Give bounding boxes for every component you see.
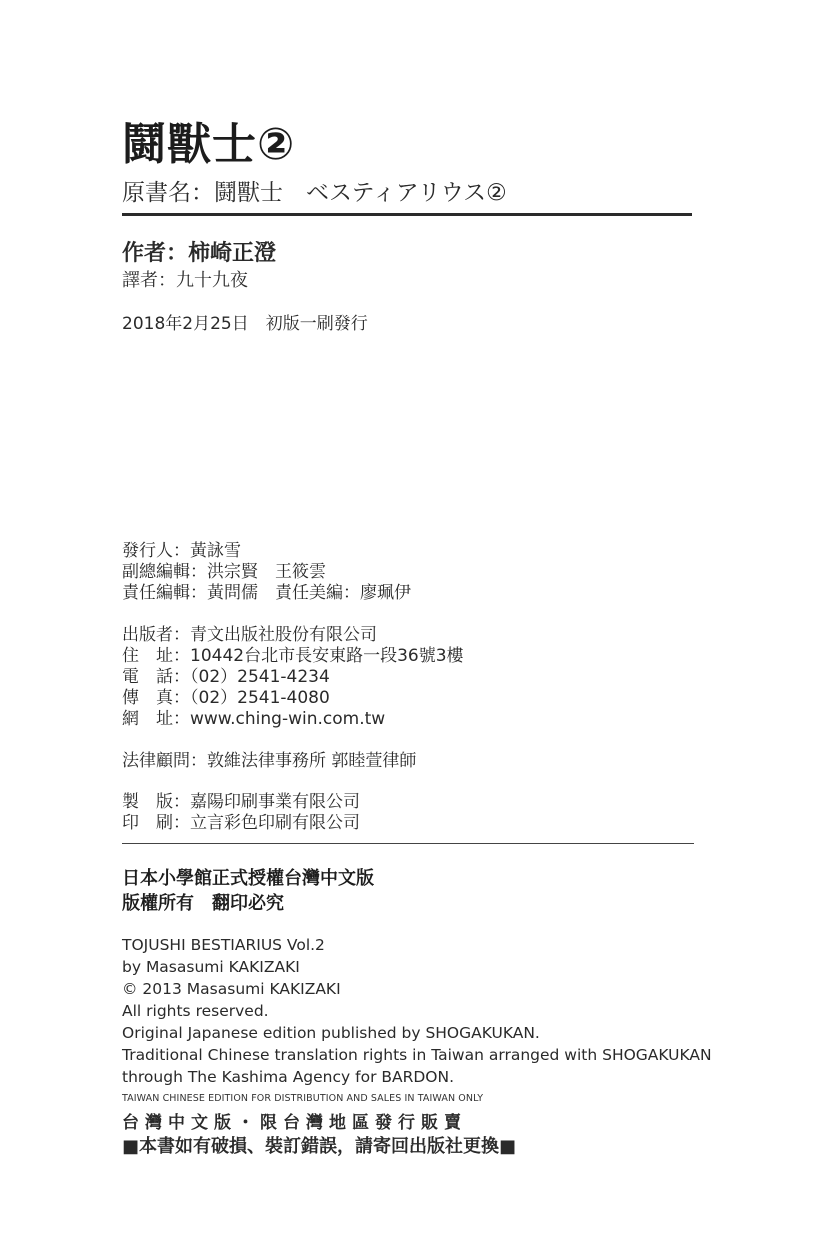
publisher-line: 傳 真：（02）2541-4080 (122, 688, 330, 708)
license-block (122, 866, 374, 916)
distribution-note: TAIWAN CHINESE EDITION FOR DISTRIBUTION AND SALES IN TAIWAN ONLY (122, 1093, 484, 1104)
english-line: through The Kashima Agency for BARDON. (122, 1068, 455, 1086)
staff-line: 副總編輯：洪宗賢 王筱雲 (122, 562, 326, 582)
publisher-line: 網 址：www.ching-win.com.tw (122, 709, 386, 729)
english-line: Traditional Chinese translation rights in Taiwan arranged with SHOGAKUKAN (122, 1046, 712, 1064)
english-line: All rights reserved. (122, 1002, 269, 1020)
book-title: 鬪獸士② (122, 119, 296, 170)
printing-block (122, 792, 360, 834)
english-line: by Masasumi KAKIZAKI (122, 958, 300, 976)
taiwan-edition-line: 台灣中文版・限台灣地區發行販賣 (122, 1113, 467, 1133)
publisher-line: 電 話：（02）2541-4234 (122, 667, 330, 687)
publisher-line: 住 址：10442台北市長安東路一段36號3樓 (122, 646, 464, 666)
license-line: 版權所有 翻印必究 (122, 893, 284, 914)
divider-thick (122, 213, 692, 216)
author-line: 作者：柿崎正澄 (122, 241, 277, 266)
publisher-line: 出版者：青文出版社股份有限公司 (122, 625, 377, 645)
english-line: Original Japanese edition published by SHOGAKUKAN. (122, 1024, 540, 1042)
license-line: 日本小學館正式授權台灣中文版 (122, 868, 374, 889)
staff-block (122, 541, 411, 604)
publish-date: 2018年2月25日 初版一刷發行 (122, 314, 368, 334)
return-notice: ■本書如有破損、裝訂錯誤，請寄回出版社更換■ (122, 1136, 517, 1157)
printing-line: 印 刷：立言彩色印刷有限公司 (122, 813, 360, 833)
printing-line: 製 版：嘉陽印刷事業有限公司 (122, 792, 360, 812)
divider-thin (122, 843, 694, 844)
english-line: © 2013 Masasumi KAKIZAKI (122, 980, 341, 998)
english-line: TOJUSHI BESTIARIUS Vol.2 (122, 936, 325, 954)
english-credits (122, 934, 712, 1088)
legal-line: 法律顧問：敦維法律事務所 郭睦萱律師 (122, 751, 417, 771)
translator-line: 譯者：九十九夜 (122, 270, 248, 291)
original-title: 原書名：鬪獸士 ベスティアリウス② (122, 180, 507, 206)
staff-line: 責任編輯：黃問儒 責任美編：廖珮伊 (122, 583, 411, 603)
publisher-block (122, 625, 464, 730)
staff-line: 發行人：黃詠雪 (122, 541, 241, 561)
